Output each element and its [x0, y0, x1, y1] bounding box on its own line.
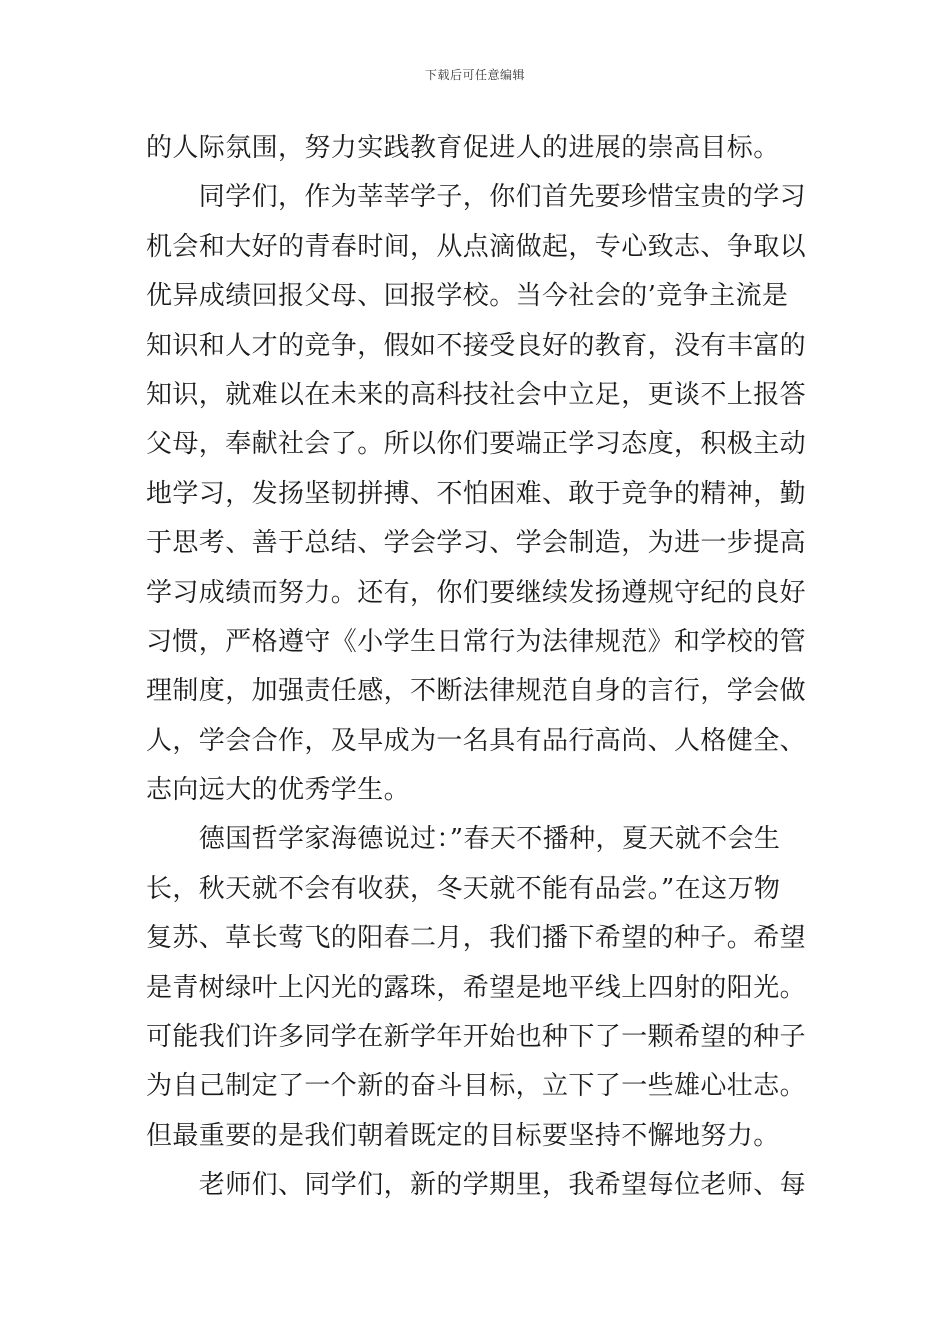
- text-line: 长，秋天就不会有收获，冬天就不能有品尝。”在这万物: [146, 873, 781, 904]
- body-text: [146, 124, 826, 1211]
- text-line: 志向远大的优秀学生。: [146, 775, 411, 806]
- text-line: 地学习，发扬坚韧拼搏、不怕困难、敢于竞争的精神，勤: [146, 478, 807, 509]
- text-line: 优异成绩回报父母、回报学校。当今社会的’竞争主流是: [146, 281, 789, 312]
- text-line: 的人际氛围，努力实践教育促进人的进展的崇高目标。: [146, 133, 780, 163]
- text-line: 是青树绿叶上闪光的露珠，希望是地平线上四射的阳光。: [146, 972, 807, 1003]
- text-line: 知识，就难以在未来的高科技社会中立足，更谈不上报答: [146, 379, 807, 410]
- text-line: 机会和大好的青春时间，从点滴做起，专心致志、争取以: [146, 231, 807, 262]
- text-line: 但最重要的是我们朝着既定的目标要坚持不懈地努力。: [146, 1120, 780, 1151]
- text-line: 老师们、同学们，新的学期里，我希望每位老师、每: [146, 1170, 807, 1201]
- page-header: 下载后可任意编辑: [424, 68, 525, 82]
- text-line: 知识和人才的竞争，假如不接受良好的教育，没有丰富的: [146, 330, 807, 361]
- text-line: 同学们，作为莘莘学子，你们首先要珍惜宝贵的学习: [146, 182, 807, 213]
- text-line: 可能我们许多同学在新学年开始也种下了一颗希望的种子: [146, 1022, 807, 1053]
- text-line: 理制度，加强责任感，不断法律规范自身的言行，学会做: [146, 676, 807, 707]
- text-line: 于思考、善于总结、学会学习、学会制造，为进一步提高: [146, 528, 807, 559]
- text-line: 父母，奉献社会了。所以你们要端正学习态度，积极主动: [146, 429, 807, 460]
- text-line: 人，学会合作，及早成为一名具有品行高尚、人格健全、: [146, 725, 807, 756]
- text-line: 复苏、草长莺飞的阳春二月，我们播下希望的种子。希望: [146, 923, 807, 954]
- text-line: 习惯，严格遵守《小学生日常行为法律规范》和学校的管: [146, 626, 807, 657]
- text-line: 为自己制定了一个新的奋斗目标，立下了一些雄心壮志。: [146, 1071, 807, 1102]
- text-line: 德国哲学家海德说过：”春天不播种，夏天就不会生: [146, 824, 781, 855]
- text-line: 学习成绩而努力。还有，你们要继续发扬遵规守纪的良好: [146, 577, 807, 608]
